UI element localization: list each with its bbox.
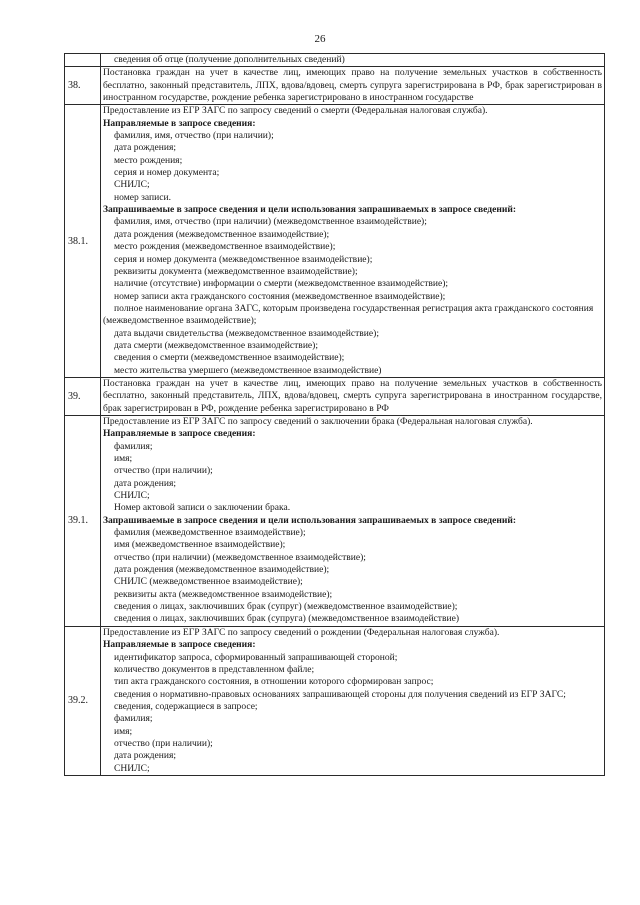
list-item: сведения, содержащиеся в запросе; [114,700,258,712]
list-item: место жительства умершего (межведомственное взаимодействие) [114,364,382,376]
list-item: имя (межведомственное взаимодействие); [114,539,286,551]
table-row [65,626,605,775]
list-item: фамилия, имя, отчество (при наличии) (межведомственное взаимодействие); [114,216,427,228]
page-number: 26 [314,33,326,45]
table-row [65,105,605,378]
row-number: 38.1. [65,105,101,378]
list-item: реквизиты акта (межведомственное взаимодействие); [114,588,333,600]
row-number: 38. [65,67,101,105]
intro-text: Предоставление из ЕГР ЗАГС по запросу сведений о рождении (Федеральная налоговая служба). [103,626,500,638]
list-item: СНИЛС; [114,490,150,502]
row-number: 39. [65,377,101,415]
table-row [65,377,605,415]
section-header: Запрашиваемые в запросе сведения и цели использования запрашиваемых в запросе сведений: [103,204,517,216]
table-row [65,415,605,626]
list-item: серия и номер документа (межведомственное взаимодействие); [114,253,373,265]
section-header: Направляемые в запросе сведения: [103,428,256,440]
list-item: СНИЛС (межведомственное взаимодействие); [114,576,303,588]
table-row [65,54,605,67]
list-item: СНИЛС; [114,179,150,191]
list-item: идентификатор запроса, сформированный запрашивающей стороной; [114,651,398,663]
list-item: дата рождения; [114,750,177,762]
row-number: 39.2. [65,626,101,775]
list-item: отчество (при наличии); [114,465,213,477]
list-item: дата рождения (межведомственное взаимодействие); [114,564,330,576]
list-item: сведения о лицах, заключивших брак (супруга) (межведомственное взаимодействие) [114,613,459,625]
list-item: фамилия; [114,713,153,725]
row-content [101,377,605,415]
row-number [65,54,101,67]
section-header: Направляемые в запросе сведения: [103,639,256,651]
list-item: фамилия (межведомственное взаимодействие); [114,527,306,539]
list-item: сведения о смерти (межведомственное взаимодействие); [114,352,345,364]
section-header: Направляемые в запросе сведения: [103,117,256,129]
list-item: имя; [114,725,133,737]
list-item: дата смерти (межведомственное взаимодействие); [114,339,318,351]
list-item: серия и номер документа; [114,167,220,179]
section-header: Запрашиваемые в запросе сведения и цели использования запрашиваемых в запросе сведений: [103,514,517,526]
list-item: место рождения (межведомственное взаимодействие); [114,241,336,253]
row-content [101,415,605,626]
row-content [101,67,605,105]
list-item: сведения об отце (получение дополнительных сведений) [114,54,345,65]
intro-text: Предоставление из ЕГР ЗАГС по запросу сведений о заключении брака (Федеральная налоговая служба). [103,415,533,427]
service-description: Постановка граждан на учет в качестве лиц, имеющих право на получение земельных участков в собственность бесплатно, законный представитель, ЛПХ, вдова/вдовец, смерть супруга зарегистрирована в РФ, брак зарегистрирован в иностранном государстве, рождение ребенка зарегистрировано в иностранном государстве [103,67,602,104]
list-item: дата рождения; [114,477,177,489]
list-item: тип акта гражданского состояния, в отношении которого сформирован запрос; [114,676,434,688]
row-number: 39.1. [65,415,101,626]
list-item: СНИЛС; [114,762,150,774]
services-table [64,53,605,776]
list-item: дата рождения; [114,142,177,154]
service-description: Постановка граждан на учет в качестве лиц, имеющих право на получение земельных участков в собственность бесплатно, законный представитель, ЛПХ, вдова/вдовец, смерть супруга зарегистрирована в иностранном государстве, брак зарегистрирован в РФ, рождение ребенка зарегистрировано в РФ [103,377,602,414]
list-item: дата выдачи свидетельства (межведомственное взаимодействие); [114,327,379,339]
list-item: Номер актовой записи о заключении брака. [114,502,291,514]
list-item: номер записи акта гражданского состояния (межведомственное взаимодействие); [114,290,446,302]
list-item: имя; [114,453,133,464]
row-content [101,54,605,67]
list-item: полное наименование органа ЗАГС, которым произведена государственная регистрация акта гражданского состояния (межведомственное взаимодействие); [103,302,594,327]
row-content [101,105,605,378]
list-item: фамилия, имя, отчество (при наличии); [114,130,274,142]
list-item: реквизиты документа (межведомственное взаимодействие); [114,265,358,277]
list-item: наличие (отсутствие) информации о смерти (межведомственное взаимодействие); [114,278,449,290]
list-item: фамилия; [114,440,153,452]
list-item: место рождения; [114,154,183,166]
row-content [101,626,605,775]
list-item: отчество (при наличии); [114,737,213,749]
table-row [65,67,605,105]
list-item: отчество (при наличии) (межведомственное взаимодействие); [114,551,366,563]
list-item: сведения о нормативно-правовых основаниях запрашивающей стороны для получения сведений из ЕГР ЗАГС; [114,688,566,700]
list-item: номер записи. [114,191,171,203]
intro-text: Предоставление из ЕГР ЗАГС по запросу сведений о смерти (Федеральная налоговая служба). [103,105,488,117]
list-item: дата рождения (межведомственное взаимодействие); [114,228,330,240]
list-item: количество документов в представленном файле; [114,663,315,675]
list-item: сведения о лицах, заключивших брак (супруг) (межведомственное взаимодействие); [114,601,458,613]
